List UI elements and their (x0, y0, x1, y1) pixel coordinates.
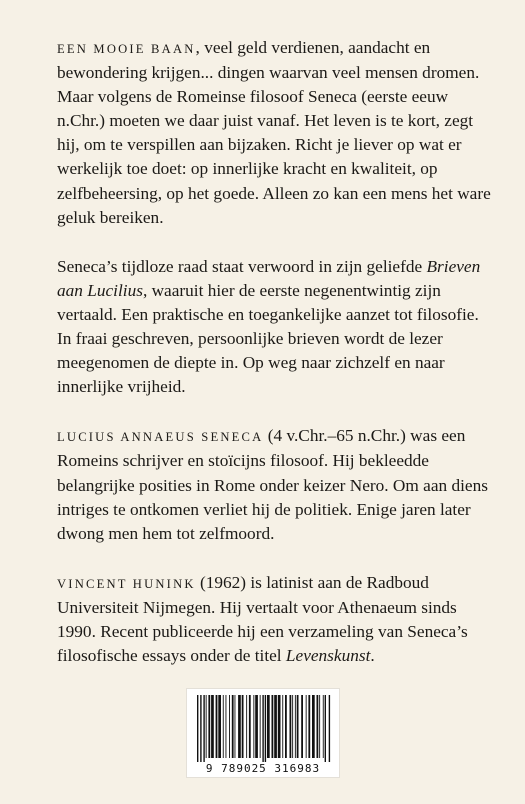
barcode-bar (242, 695, 244, 758)
barcode-bar (238, 695, 241, 758)
translator-text-before: (1962) is latinist aan de Radboud Universiteit Nijmegen. Hij vertaalt voor Athenaeum sinds 1990. Recent publiceerde hij een verzameling van Seneca’s filosofische essays onder de titel (57, 572, 468, 666)
blurb-lead: EEN MOOIE BAAN (57, 42, 196, 56)
barcode-bar (246, 695, 247, 758)
author-name: LUCIUS ANNAEUS SENECA (57, 430, 264, 445)
translator-book-title: Levenskunst (285, 646, 371, 666)
isbn-digits: 9 789025 316983 (187, 762, 339, 775)
author-bio-paragraph (57, 424, 497, 545)
translator-name: VINCENT HUNINK (57, 576, 196, 591)
barcode-bar (260, 695, 261, 758)
barcode-bar (249, 695, 251, 758)
blurb-paragraph (57, 36, 497, 230)
barcode-bar (265, 695, 266, 763)
barcode-bar (267, 695, 270, 758)
barcode-bar (274, 695, 277, 758)
translator-bio-paragraph (57, 571, 497, 668)
barcode-bar (329, 695, 330, 763)
barcode-bar (295, 695, 296, 758)
barcode-bar (323, 695, 324, 758)
letters-text-after: , waaruit hier de eerste negenentwintig zijn vertaald. Een praktische en toegankelijke aanzet tot filosofie. In fraai geschreven, persoonlijke brieven wordt de lezer meegenomen de diepte in. Op weg naar zichzelf en naar innerlijke vrijheid. (57, 280, 479, 397)
barcode-bar (272, 695, 274, 758)
barcode-bar (197, 695, 198, 763)
translator-text-after: . (370, 646, 375, 666)
barcode-bar (262, 695, 263, 763)
author-bio-text: (4 v.Chr.–65 n.Chr.) was een Romeins schrijver en stoïcijns filosoof. Hij bekleedde belangrijke posities in Rome onder keizer Nero. Om aan diens intriges te ontkomen verliet hij de politiek. Enige jaren later dwong men hem tot zelfmoord. (57, 426, 488, 543)
barcode-bar (290, 695, 292, 758)
isbn-barcode (186, 688, 340, 778)
barcode-bar (206, 695, 207, 758)
barcode-bar (325, 695, 326, 763)
barcode-bar (223, 695, 224, 758)
barcode-bar (312, 695, 315, 758)
barcode-bar (317, 695, 319, 758)
letters-paragraph (57, 255, 497, 400)
barcode-bar (282, 695, 283, 758)
barcode-bar (319, 695, 320, 758)
barcode-bar (208, 695, 210, 758)
barcode-bar (229, 695, 230, 758)
barcode-bar (200, 695, 201, 763)
barcode-bar (226, 695, 227, 758)
letters-text-before: Seneca’s tijdloze raad staat verwoord in zijn geliefde (57, 256, 427, 276)
barcode-bar (285, 695, 287, 758)
barcode-bar (308, 695, 310, 758)
blurb-text: , veel geld verdienen, aandacht en bewondering krijgen... dingen waarvan veel mensen dromen. Maar volgens de Romeinse filosoof Seneca (eerste eeuw n.Chr.) moeten we daar juist vanaf. Het leven is te kort, zegt hij, om te verspillen aan bijzaken. Richt je liever op wat er werkelijk toe doet: op innerlijke kracht en kwaliteit, op zelfbeheersing, op het goede. Alleen zo kan een mens het ware geluk bereiken. (57, 38, 491, 227)
barcode-bar (218, 695, 221, 758)
barcode-bar (235, 695, 236, 758)
back-cover-text (57, 36, 497, 668)
barcode-bar (297, 695, 299, 758)
barcode-bar (232, 695, 234, 758)
barcode-bar (253, 695, 254, 758)
barcode-bar (255, 695, 258, 758)
letters-book-title: Brieven aan Lucilius (57, 256, 481, 300)
barcode-bar (216, 695, 218, 758)
barcode-bar (292, 695, 293, 758)
barcode-bar (203, 695, 204, 763)
barcode-bar (211, 695, 214, 758)
barcode-bar (306, 695, 307, 758)
barcode-bar (278, 695, 281, 758)
barcode-bar (301, 695, 303, 758)
